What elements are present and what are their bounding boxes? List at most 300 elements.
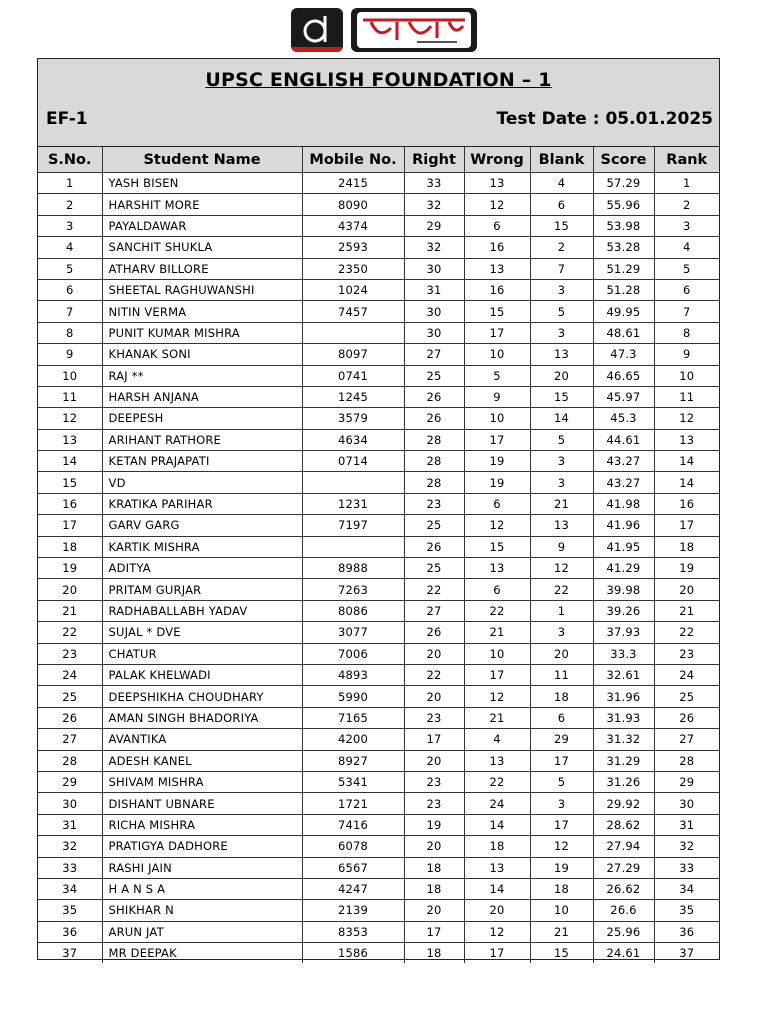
wrong-cell: 15: [464, 536, 530, 557]
rank-cell: 1: [654, 173, 719, 194]
rank-cell: 11: [654, 386, 719, 407]
right-cell: 28: [404, 472, 464, 493]
sno-cell: 31: [38, 814, 102, 835]
score-cell: 45.3: [593, 408, 654, 429]
right-cell: 26: [404, 386, 464, 407]
wrong-cell: 12: [464, 921, 530, 942]
right-cell: 18: [404, 878, 464, 899]
wrong-cell: 19: [464, 451, 530, 472]
student-name-cell: PAYALDAWAR: [102, 215, 302, 236]
wrong-cell: 24: [464, 793, 530, 814]
student-name-cell: SHIVAM MISHRA: [102, 771, 302, 792]
mobile-cell: 1024: [302, 279, 404, 300]
score-cell: 27.94: [593, 836, 654, 857]
result-sheet: [37, 58, 720, 960]
student-name-cell: KHANAK SONI: [102, 344, 302, 365]
blank-cell: 3: [530, 451, 593, 472]
blank-cell: 5: [530, 771, 593, 792]
mobile-cell: 1721: [302, 793, 404, 814]
page-title: UPSC ENGLISH FOUNDATION – 1: [205, 69, 552, 91]
right-cell: 32: [404, 194, 464, 215]
table-row: [38, 857, 719, 878]
rank-cell: 14: [654, 451, 719, 472]
header-row: [38, 147, 719, 173]
blank-cell: 21: [530, 921, 593, 942]
rank-cell: 32: [654, 836, 719, 857]
student-name-cell: SHIKHAR N: [102, 900, 302, 921]
rank-cell: 29: [654, 771, 719, 792]
table-row: [38, 408, 719, 429]
score-cell: 53.28: [593, 237, 654, 258]
sno-cell: 1: [38, 173, 102, 194]
right-cell: 25: [404, 515, 464, 536]
sno-cell: 6: [38, 279, 102, 300]
blank-cell: 21: [530, 493, 593, 514]
student-name-cell: PRATIGYA DADHORE: [102, 836, 302, 857]
score-cell: 41.29: [593, 558, 654, 579]
wrong-cell: 17: [464, 322, 530, 343]
table-row: [38, 600, 719, 621]
col-header-right: Right: [404, 147, 464, 173]
mobile-cell: 8097: [302, 344, 404, 365]
col-header-student-name: Student Name: [102, 147, 302, 173]
sno-cell: 36: [38, 921, 102, 942]
right-cell: 20: [404, 900, 464, 921]
sno-cell: 29: [38, 771, 102, 792]
wrong-cell: 10: [464, 344, 530, 365]
student-name-cell: NITIN VERMA: [102, 301, 302, 322]
table-row: [38, 707, 719, 728]
wrong-cell: 16: [464, 279, 530, 300]
sno-cell: 33: [38, 857, 102, 878]
blank-cell: 19: [530, 857, 593, 878]
rank-cell: 21: [654, 600, 719, 621]
wrong-cell: 21: [464, 622, 530, 643]
right-cell: 23: [404, 771, 464, 792]
wrong-cell: 9: [464, 386, 530, 407]
wrong-cell: 12: [464, 515, 530, 536]
right-cell: 30: [404, 322, 464, 343]
rank-cell: 24: [654, 664, 719, 685]
score-cell: 41.95: [593, 536, 654, 557]
col-header-score: Score: [593, 147, 654, 173]
col-header-sno: S.No.: [38, 147, 102, 173]
sno-cell: 16: [38, 493, 102, 514]
wrong-cell: 10: [464, 643, 530, 664]
right-cell: 20: [404, 836, 464, 857]
results-table: [38, 147, 719, 963]
right-cell: 22: [404, 579, 464, 600]
mobile-cell: 7457: [302, 301, 404, 322]
sno-cell: 22: [38, 622, 102, 643]
sno-cell: 25: [38, 686, 102, 707]
right-cell: 27: [404, 600, 464, 621]
mobile-cell: 7006: [302, 643, 404, 664]
table-row: [38, 814, 719, 835]
student-name-cell: SHEETAL RAGHUWANSHI: [102, 279, 302, 300]
right-cell: 22: [404, 664, 464, 685]
student-name-cell: ARUN JAT: [102, 921, 302, 942]
rank-cell: 8: [654, 322, 719, 343]
right-cell: 30: [404, 258, 464, 279]
sno-cell: 26: [38, 707, 102, 728]
student-name-cell: KRATIKA PARIHAR: [102, 493, 302, 514]
score-cell: 25.96: [593, 921, 654, 942]
blank-cell: 2: [530, 237, 593, 258]
student-name-cell: ADESH KANEL: [102, 750, 302, 771]
col-header-blank: Blank: [530, 147, 593, 173]
blank-cell: 7: [530, 258, 593, 279]
rank-cell: 22: [654, 622, 719, 643]
mobile-cell: 4247: [302, 878, 404, 899]
blank-cell: 10: [530, 900, 593, 921]
wrong-cell: 13: [464, 750, 530, 771]
score-cell: 51.28: [593, 279, 654, 300]
blank-cell: 3: [530, 793, 593, 814]
rank-cell: 35: [654, 900, 719, 921]
score-cell: 26.62: [593, 878, 654, 899]
score-cell: 39.98: [593, 579, 654, 600]
wrong-cell: 19: [464, 472, 530, 493]
right-cell: 30: [404, 301, 464, 322]
mobile-cell: 1245: [302, 386, 404, 407]
right-cell: 29: [404, 215, 464, 236]
wrong-cell: 17: [464, 664, 530, 685]
sno-cell: 24: [38, 664, 102, 685]
rank-cell: 19: [654, 558, 719, 579]
blank-cell: 17: [530, 814, 593, 835]
student-name-cell: DEEPESH: [102, 408, 302, 429]
test-date: Test Date : 05.01.2025: [496, 109, 713, 129]
rank-cell: 30: [654, 793, 719, 814]
blank-cell: 13: [530, 515, 593, 536]
sno-cell: 13: [38, 429, 102, 450]
mobile-cell: 6078: [302, 836, 404, 857]
score-cell: 53.98: [593, 215, 654, 236]
rank-cell: 13: [654, 429, 719, 450]
wrong-cell: 6: [464, 493, 530, 514]
mobile-cell: [302, 472, 404, 493]
table-row: [38, 386, 719, 407]
sno-cell: 32: [38, 836, 102, 857]
wrong-cell: 16: [464, 237, 530, 258]
rank-cell: 9: [654, 344, 719, 365]
score-cell: 44.61: [593, 429, 654, 450]
rank-cell: 20: [654, 579, 719, 600]
score-cell: 47.3: [593, 344, 654, 365]
blank-cell: 29: [530, 729, 593, 750]
right-cell: 23: [404, 793, 464, 814]
table-row: [38, 344, 719, 365]
student-name-cell: YASH BISEN: [102, 173, 302, 194]
right-cell: 25: [404, 365, 464, 386]
mobile-cell: 8988: [302, 558, 404, 579]
drishti-logo-icon: [351, 8, 477, 52]
sno-cell: 4: [38, 237, 102, 258]
sno-cell: 35: [38, 900, 102, 921]
table-row: [38, 793, 719, 814]
sno-cell: 17: [38, 515, 102, 536]
right-cell: 17: [404, 921, 464, 942]
sno-cell: 20: [38, 579, 102, 600]
blank-cell: 12: [530, 836, 593, 857]
score-cell: 45.97: [593, 386, 654, 407]
student-name-cell: HARSHIT MORE: [102, 194, 302, 215]
mobile-cell: 8086: [302, 600, 404, 621]
mobile-cell: 2415: [302, 173, 404, 194]
wrong-cell: 4: [464, 729, 530, 750]
wrong-cell: 10: [464, 408, 530, 429]
mobile-cell: 2350: [302, 258, 404, 279]
sno-cell: 27: [38, 729, 102, 750]
table-row: [38, 451, 719, 472]
blank-cell: 9: [530, 536, 593, 557]
blank-cell: 13: [530, 344, 593, 365]
mobile-cell: 2139: [302, 900, 404, 921]
blank-cell: 18: [530, 686, 593, 707]
rank-cell: 5: [654, 258, 719, 279]
wrong-cell: 22: [464, 771, 530, 792]
wrong-cell: 13: [464, 857, 530, 878]
rank-cell: 2: [654, 194, 719, 215]
table-row: [38, 258, 719, 279]
wrong-cell: 15: [464, 301, 530, 322]
rank-cell: 10: [654, 365, 719, 386]
student-name-cell: CHATUR: [102, 643, 302, 664]
wrong-cell: 17: [464, 943, 530, 964]
sno-cell: 11: [38, 386, 102, 407]
rank-cell: 4: [654, 237, 719, 258]
rank-cell: 3: [654, 215, 719, 236]
right-cell: 32: [404, 237, 464, 258]
score-cell: 31.26: [593, 771, 654, 792]
student-name-cell: PUNIT KUMAR MISHRA: [102, 322, 302, 343]
blank-cell: 5: [530, 301, 593, 322]
wrong-cell: 14: [464, 878, 530, 899]
col-header-mobile: Mobile No.: [302, 147, 404, 173]
student-name-cell: RADHABALLABH YADAV: [102, 600, 302, 621]
sno-cell: 10: [38, 365, 102, 386]
blank-cell: 17: [530, 750, 593, 771]
score-cell: 37.93: [593, 622, 654, 643]
rank-cell: 12: [654, 408, 719, 429]
col-header-rank: Rank: [654, 147, 719, 173]
student-name-cell: KARTIK MISHRA: [102, 536, 302, 557]
student-name-cell: RASHI JAIN: [102, 857, 302, 878]
blank-cell: 3: [530, 472, 593, 493]
score-cell: 31.32: [593, 729, 654, 750]
mobile-cell: 4893: [302, 664, 404, 685]
table-row: [38, 194, 719, 215]
score-cell: 31.96: [593, 686, 654, 707]
right-cell: 26: [404, 622, 464, 643]
score-cell: 57.29: [593, 173, 654, 194]
mobile-cell: 1586: [302, 943, 404, 964]
d-logo-icon: [291, 8, 343, 52]
right-cell: 17: [404, 729, 464, 750]
table-row: [38, 301, 719, 322]
mobile-cell: 8927: [302, 750, 404, 771]
student-name-cell: AMAN SINGH BHADORIYA: [102, 707, 302, 728]
right-cell: 31: [404, 279, 464, 300]
blank-cell: 22: [530, 579, 593, 600]
student-name-cell: ARIHANT RATHORE: [102, 429, 302, 450]
mobile-cell: 7263: [302, 579, 404, 600]
blank-cell: 4: [530, 173, 593, 194]
sno-cell: 9: [38, 344, 102, 365]
mobile-cell: 4200: [302, 729, 404, 750]
wrong-cell: 17: [464, 429, 530, 450]
wrong-cell: 13: [464, 558, 530, 579]
right-cell: 18: [404, 857, 464, 878]
table-row: [38, 173, 719, 194]
right-cell: 19: [404, 814, 464, 835]
sno-cell: 19: [38, 558, 102, 579]
right-cell: 33: [404, 173, 464, 194]
right-cell: 28: [404, 429, 464, 450]
sno-cell: 15: [38, 472, 102, 493]
score-cell: 28.62: [593, 814, 654, 835]
student-name-cell: PALAK KHELWADI: [102, 664, 302, 685]
student-name-cell: GARV GARG: [102, 515, 302, 536]
table-row: [38, 836, 719, 857]
sno-cell: 12: [38, 408, 102, 429]
mobile-cell: 5990: [302, 686, 404, 707]
rank-cell: 16: [654, 493, 719, 514]
wrong-cell: 20: [464, 900, 530, 921]
mobile-cell: 0714: [302, 451, 404, 472]
rank-cell: 27: [654, 729, 719, 750]
blank-cell: 14: [530, 408, 593, 429]
wrong-cell: 12: [464, 686, 530, 707]
col-header-wrong: Wrong: [464, 147, 530, 173]
rank-cell: 25: [654, 686, 719, 707]
table-row: [38, 429, 719, 450]
sno-cell: 23: [38, 643, 102, 664]
score-cell: 49.95: [593, 301, 654, 322]
sno-cell: 3: [38, 215, 102, 236]
test-code: EF-1: [46, 109, 88, 129]
wrong-cell: 12: [464, 194, 530, 215]
score-cell: 43.27: [593, 451, 654, 472]
mobile-cell: [302, 536, 404, 557]
table-row: [38, 322, 719, 343]
sno-cell: 14: [38, 451, 102, 472]
student-name-cell: HARSH ANJANA: [102, 386, 302, 407]
logo-bar: [0, 8, 768, 54]
mobile-cell: 2593: [302, 237, 404, 258]
score-cell: 41.96: [593, 515, 654, 536]
wrong-cell: 21: [464, 707, 530, 728]
blank-cell: 3: [530, 322, 593, 343]
table-row: [38, 579, 719, 600]
wrong-cell: 18: [464, 836, 530, 857]
blank-cell: 3: [530, 622, 593, 643]
table-row: [38, 558, 719, 579]
sno-cell: 2: [38, 194, 102, 215]
mobile-cell: 7416: [302, 814, 404, 835]
right-cell: 20: [404, 686, 464, 707]
blank-cell: 20: [530, 643, 593, 664]
score-cell: 26.6: [593, 900, 654, 921]
mobile-cell: 4374: [302, 215, 404, 236]
score-cell: 31.93: [593, 707, 654, 728]
sno-cell: 30: [38, 793, 102, 814]
table-row: [38, 921, 719, 942]
score-cell: 46.65: [593, 365, 654, 386]
rank-cell: 26: [654, 707, 719, 728]
wrong-cell: 5: [464, 365, 530, 386]
rank-cell: 31: [654, 814, 719, 835]
rank-cell: 34: [654, 878, 719, 899]
blank-cell: 15: [530, 215, 593, 236]
right-cell: 20: [404, 750, 464, 771]
student-name-cell: DISHANT UBNARE: [102, 793, 302, 814]
score-cell: 24.61: [593, 943, 654, 964]
sno-cell: 37: [38, 943, 102, 964]
rank-cell: 6: [654, 279, 719, 300]
rank-cell: 14: [654, 472, 719, 493]
student-name-cell: MR DEEPAK: [102, 943, 302, 964]
table-row: [38, 771, 719, 792]
mobile-cell: 1231: [302, 493, 404, 514]
right-cell: 26: [404, 408, 464, 429]
table-row: [38, 622, 719, 643]
right-cell: 27: [404, 344, 464, 365]
table-row: [38, 515, 719, 536]
sno-cell: 5: [38, 258, 102, 279]
sheet-header: [38, 59, 719, 147]
mobile-cell: [302, 322, 404, 343]
sno-cell: 7: [38, 301, 102, 322]
table-row: [38, 729, 719, 750]
mobile-cell: 3077: [302, 622, 404, 643]
right-cell: 23: [404, 493, 464, 514]
score-cell: 55.96: [593, 194, 654, 215]
student-name-cell: RICHA MISHRA: [102, 814, 302, 835]
score-cell: 29.92: [593, 793, 654, 814]
student-name-cell: H A N S A: [102, 878, 302, 899]
student-name-cell: VD: [102, 472, 302, 493]
mobile-cell: 8353: [302, 921, 404, 942]
sno-cell: 34: [38, 878, 102, 899]
wrong-cell: 6: [464, 215, 530, 236]
score-cell: 48.61: [593, 322, 654, 343]
table-row: [38, 943, 719, 964]
rank-cell: 18: [654, 536, 719, 557]
student-name-cell: KETAN PRAJAPATI: [102, 451, 302, 472]
results-body: [38, 173, 719, 964]
student-name-cell: ATHARV BILLORE: [102, 258, 302, 279]
wrong-cell: 14: [464, 814, 530, 835]
score-cell: 43.27: [593, 472, 654, 493]
table-row: [38, 664, 719, 685]
mobile-cell: 6567: [302, 857, 404, 878]
blank-cell: 3: [530, 279, 593, 300]
table-row: [38, 472, 719, 493]
blank-cell: 12: [530, 558, 593, 579]
rank-cell: 36: [654, 921, 719, 942]
table-row: [38, 365, 719, 386]
wrong-cell: 22: [464, 600, 530, 621]
student-name-cell: SUJAL * DVE: [102, 622, 302, 643]
table-row: [38, 686, 719, 707]
rank-cell: 33: [654, 857, 719, 878]
wrong-cell: 13: [464, 173, 530, 194]
blank-cell: 11: [530, 664, 593, 685]
mobile-cell: 4634: [302, 429, 404, 450]
sno-cell: 21: [38, 600, 102, 621]
